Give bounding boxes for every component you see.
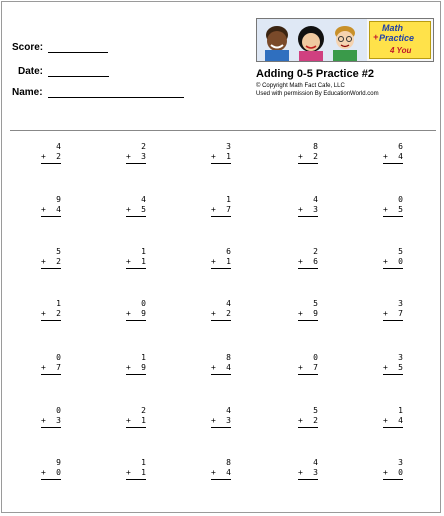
- addition-problem: [211, 353, 231, 381]
- answer-line: [126, 216, 146, 217]
- addition-problem: [41, 299, 61, 327]
- addition-problem: [383, 406, 403, 434]
- answer-line: [211, 216, 231, 217]
- addend-top: 8: [226, 458, 231, 467]
- addend-top: 1: [398, 406, 403, 415]
- date-field: [18, 66, 43, 77]
- answer-line: [126, 320, 146, 321]
- addition-problem: [211, 247, 231, 275]
- plus-sign: +: [298, 152, 303, 161]
- answer-line: [126, 427, 146, 428]
- date-label: Date:: [18, 66, 44, 77]
- copyright-text: © Copyright Math Fact Cafe, LLC: [256, 83, 345, 89]
- addend-bottom: 0: [398, 468, 403, 477]
- plus-sign: +: [383, 416, 388, 425]
- name-label: Name:: [12, 87, 43, 98]
- score-line[interactable]: [48, 52, 108, 53]
- logo-plus: +: [373, 32, 379, 42]
- addend-top: 4: [56, 142, 61, 151]
- addend-top: 1: [141, 353, 146, 362]
- addend-top: 2: [141, 142, 146, 151]
- addition-problem: [126, 247, 146, 275]
- addend-bottom: 2: [56, 257, 61, 266]
- addition-problem: [383, 142, 403, 170]
- addend-bottom: 2: [56, 152, 61, 161]
- addend-top: 0: [56, 353, 61, 362]
- answer-line: [41, 216, 61, 217]
- answer-line: [211, 427, 231, 428]
- addend-bottom: 9: [141, 363, 146, 372]
- addition-problem: [126, 458, 146, 486]
- plus-sign: +: [383, 205, 388, 214]
- addition-problem: [383, 458, 403, 486]
- worksheet-title: Adding 0-5 Practice #2: [256, 68, 374, 80]
- plus-sign: +: [211, 363, 216, 372]
- plus-sign: +: [298, 205, 303, 214]
- banner: [256, 18, 434, 62]
- addend-bottom: 7: [56, 363, 61, 372]
- addend-bottom: 1: [226, 257, 231, 266]
- addition-problem: [41, 406, 61, 434]
- plus-sign: +: [211, 152, 216, 161]
- addend-bottom: 5: [398, 363, 403, 372]
- addition-problem: [126, 299, 146, 327]
- plus-sign: +: [211, 309, 216, 318]
- answer-line: [298, 268, 318, 269]
- answer-line: [126, 163, 146, 164]
- plus-sign: +: [298, 468, 303, 477]
- addend-bottom: 9: [141, 309, 146, 318]
- name-line[interactable]: [48, 97, 184, 98]
- addition-problem: [41, 195, 61, 223]
- answer-line: [211, 479, 231, 480]
- addend-bottom: 9: [313, 309, 318, 318]
- addend-bottom: 2: [313, 416, 318, 425]
- addend-top: 1: [141, 247, 146, 256]
- answer-line: [211, 163, 231, 164]
- addend-bottom: 1: [226, 152, 231, 161]
- answer-line: [298, 320, 318, 321]
- addend-bottom: 7: [398, 309, 403, 318]
- plus-sign: +: [383, 257, 388, 266]
- answer-line: [383, 320, 403, 321]
- answer-line: [41, 374, 61, 375]
- addition-problem: [298, 247, 318, 275]
- addend-top: 4: [313, 458, 318, 467]
- plus-sign: +: [41, 363, 46, 372]
- plus-sign: +: [126, 205, 131, 214]
- addend-top: 4: [313, 195, 318, 204]
- addend-top: 9: [56, 458, 61, 467]
- plus-sign: +: [41, 257, 46, 266]
- plus-sign: +: [298, 309, 303, 318]
- plus-sign: +: [211, 257, 216, 266]
- addend-top: 5: [398, 247, 403, 256]
- addend-bottom: 1: [141, 257, 146, 266]
- logo-4you: 4 You: [390, 46, 412, 55]
- addend-bottom: 4: [56, 205, 61, 214]
- addend-top: 5: [56, 247, 61, 256]
- girl-middle-icon: [298, 26, 324, 61]
- plus-sign: +: [211, 468, 216, 477]
- plus-sign: +: [298, 363, 303, 372]
- plus-sign: +: [126, 468, 131, 477]
- answer-line: [41, 268, 61, 269]
- plus-sign: +: [383, 309, 388, 318]
- addend-top: 3: [398, 353, 403, 362]
- plus-sign: +: [211, 205, 216, 214]
- answer-line: [41, 163, 61, 164]
- addend-bottom: 3: [313, 205, 318, 214]
- logo-math: Math: [382, 23, 403, 33]
- worksheet: [1, 1, 441, 513]
- addend-top: 0: [398, 195, 403, 204]
- plus-sign: +: [41, 205, 46, 214]
- addend-bottom: 1: [141, 468, 146, 477]
- name-field: [12, 87, 43, 98]
- answer-line: [126, 374, 146, 375]
- plus-sign: +: [126, 309, 131, 318]
- addition-problem: [126, 142, 146, 170]
- answer-line: [126, 268, 146, 269]
- addend-top: 0: [141, 299, 146, 308]
- addend-top: 2: [141, 406, 146, 415]
- addend-top: 0: [56, 406, 61, 415]
- addend-top: 8: [226, 353, 231, 362]
- addend-top: 3: [398, 458, 403, 467]
- kids-illustration: [257, 19, 367, 61]
- addition-problem: [298, 195, 318, 223]
- addend-top: 6: [226, 247, 231, 256]
- answer-line: [383, 216, 403, 217]
- addition-problem: [41, 247, 61, 275]
- addend-bottom: 7: [226, 205, 231, 214]
- math-practice-logo: [369, 21, 431, 59]
- answer-line: [211, 320, 231, 321]
- answer-line: [41, 320, 61, 321]
- header-divider: [10, 130, 436, 131]
- addition-problem: [298, 406, 318, 434]
- boy-left-icon: [265, 26, 289, 61]
- addition-problem: [211, 299, 231, 327]
- addition-problem: [298, 299, 318, 327]
- plus-sign: +: [126, 257, 131, 266]
- addend-bottom: 3: [141, 152, 146, 161]
- addition-problem: [41, 142, 61, 170]
- addition-problem: [126, 406, 146, 434]
- addend-top: 1: [141, 458, 146, 467]
- plus-sign: +: [41, 468, 46, 477]
- addend-top: 9: [56, 195, 61, 204]
- addition-problem: [211, 195, 231, 223]
- plus-sign: +: [211, 416, 216, 425]
- addition-problem: [41, 458, 61, 486]
- answer-line: [383, 268, 403, 269]
- answer-line: [298, 427, 318, 428]
- addition-problem: [41, 353, 61, 381]
- addend-bottom: 3: [313, 468, 318, 477]
- plus-sign: +: [383, 468, 388, 477]
- plus-sign: +: [126, 416, 131, 425]
- plus-sign: +: [126, 363, 131, 372]
- addend-bottom: 1: [141, 416, 146, 425]
- plus-sign: +: [41, 152, 46, 161]
- addend-bottom: 2: [56, 309, 61, 318]
- addend-bottom: 5: [141, 205, 146, 214]
- addend-top: 2: [313, 247, 318, 256]
- plus-sign: +: [298, 416, 303, 425]
- addition-problem: [383, 247, 403, 275]
- plus-sign: +: [41, 416, 46, 425]
- plus-sign: +: [41, 309, 46, 318]
- addend-top: 4: [226, 406, 231, 415]
- addend-bottom: 4: [398, 152, 403, 161]
- answer-line: [383, 427, 403, 428]
- addition-problem: [211, 406, 231, 434]
- addition-problem: [126, 353, 146, 381]
- addition-problem: [298, 142, 318, 170]
- addition-problem: [383, 353, 403, 381]
- addend-bottom: 5: [398, 205, 403, 214]
- addend-bottom: 4: [226, 468, 231, 477]
- addend-top: 1: [56, 299, 61, 308]
- score-label: Score:: [12, 42, 44, 53]
- answer-line: [298, 163, 318, 164]
- logo-practice: Practice: [379, 33, 415, 43]
- answer-line: [211, 268, 231, 269]
- addend-top: 8: [313, 142, 318, 151]
- addend-bottom: 2: [226, 309, 231, 318]
- addend-bottom: 4: [226, 363, 231, 372]
- addend-top: 3: [226, 142, 231, 151]
- plus-sign: +: [383, 363, 388, 372]
- addend-top: 1: [226, 195, 231, 204]
- addend-bottom: 3: [226, 416, 231, 425]
- addend-top: 5: [313, 299, 318, 308]
- addend-top: 6: [398, 142, 403, 151]
- answer-line: [41, 427, 61, 428]
- plus-sign: +: [383, 152, 388, 161]
- answer-line: [383, 479, 403, 480]
- addend-top: 3: [398, 299, 403, 308]
- answer-line: [211, 374, 231, 375]
- plus-sign: +: [298, 257, 303, 266]
- addition-problem: [298, 353, 318, 381]
- addend-bottom: 0: [56, 468, 61, 477]
- answer-line: [298, 216, 318, 217]
- addition-problem: [211, 458, 231, 486]
- addend-top: 4: [226, 299, 231, 308]
- addition-problem: [211, 142, 231, 170]
- answer-line: [298, 374, 318, 375]
- addend-top: 4: [141, 195, 146, 204]
- date-line[interactable]: [48, 76, 109, 77]
- answer-line: [298, 479, 318, 480]
- addend-bottom: 2: [313, 152, 318, 161]
- addend-top: 5: [313, 406, 318, 415]
- addend-top: 0: [313, 353, 318, 362]
- addend-bottom: 4: [398, 416, 403, 425]
- addition-problem: [383, 299, 403, 327]
- addend-bottom: 3: [56, 416, 61, 425]
- plus-sign: +: [126, 152, 131, 161]
- answer-line: [383, 163, 403, 164]
- score-field: [12, 42, 43, 53]
- permission-text: Used with permission By EducationWorld.com: [256, 91, 379, 97]
- addition-problem: [298, 458, 318, 486]
- answer-line: [383, 374, 403, 375]
- addend-bottom: 7: [313, 363, 318, 372]
- answer-line: [41, 479, 61, 480]
- addition-problem: [383, 195, 403, 223]
- addend-bottom: 6: [313, 257, 318, 266]
- addition-problem: [126, 195, 146, 223]
- addend-bottom: 0: [398, 257, 403, 266]
- answer-line: [126, 479, 146, 480]
